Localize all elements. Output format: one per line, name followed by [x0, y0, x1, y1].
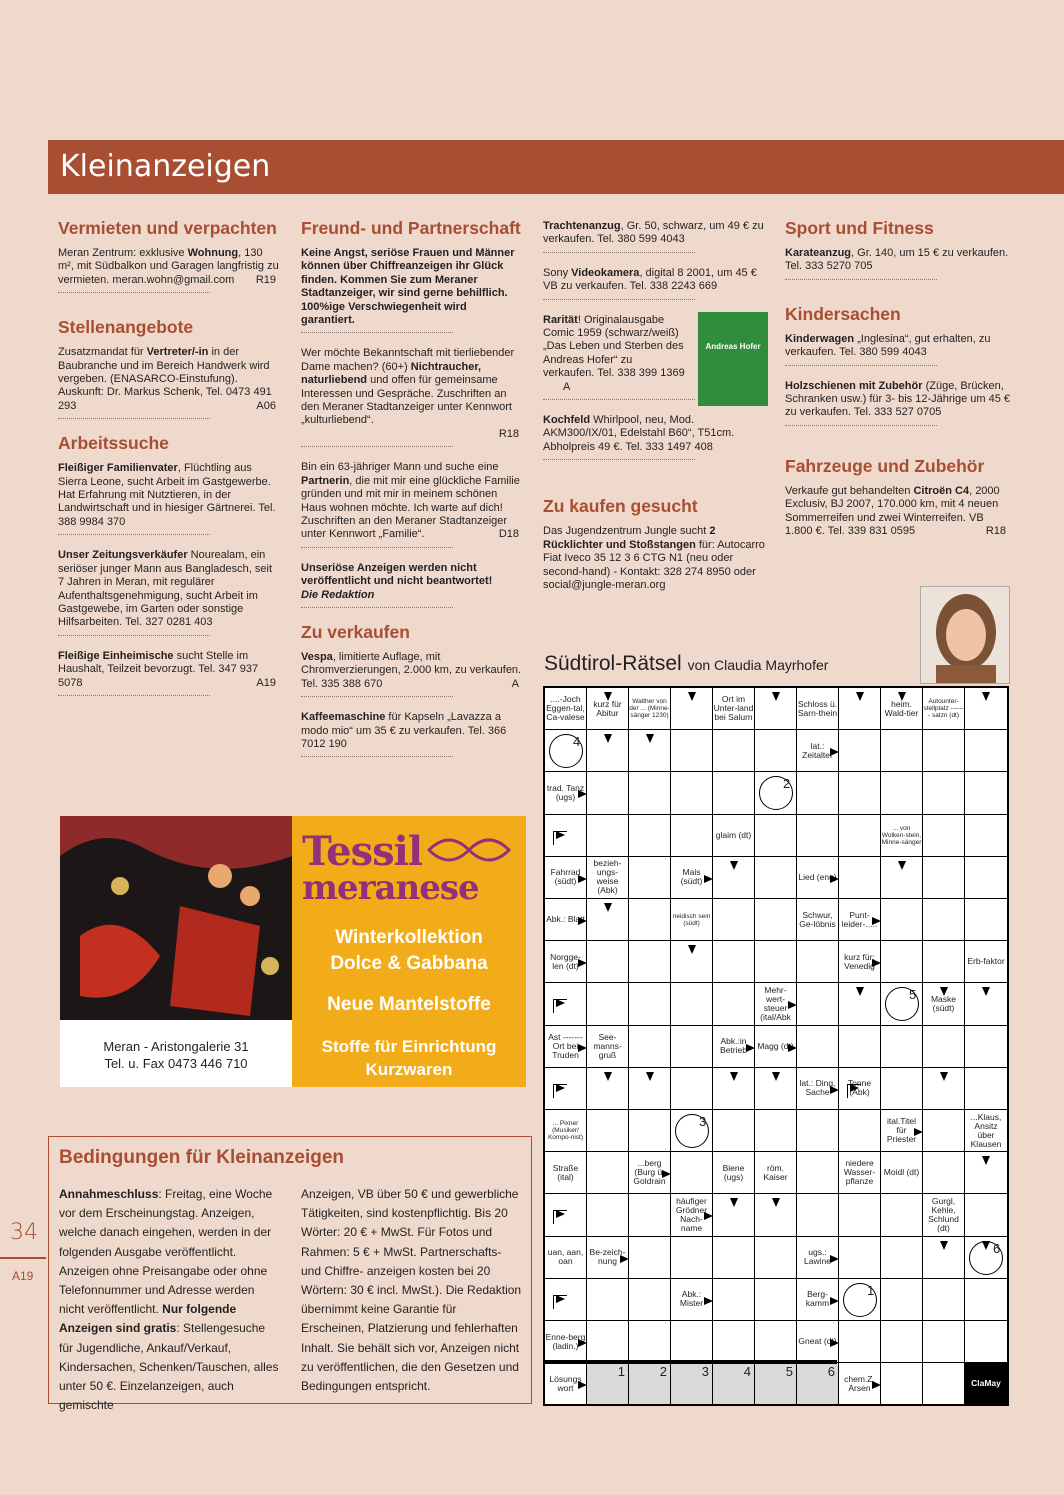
- answer-cell[interactable]: [965, 1194, 1007, 1236]
- clue-cell: neidisch sein (südt): [671, 899, 713, 941]
- answer-cell[interactable]: [629, 1321, 671, 1363]
- ad-trachtenanzug: Trachtenanzug, Gr. 50, schwarz, um 49 € zu verkaufen. Tel. 380 599 4043: [543, 220, 765, 253]
- clue-cell: heim. Wald-tier: [881, 688, 923, 730]
- heading-stellen: Stellenangebote: [58, 317, 194, 338]
- answer-cell[interactable]: [923, 772, 965, 814]
- ad-chiffre-info: Keine Angst, seriöse Frauen und Männer können über Chiffreanzeigen ihr Glück finden. Kommen Sie zum Meraner Stadtanzeiger, wir sind gerne behilflich. 100%ige Verschwiegenheit wird garantiert.: [301, 247, 523, 333]
- answer-cell[interactable]: [587, 1363, 629, 1405]
- solution-number: 4: [743, 1364, 751, 1380]
- arrow-down-icon: [688, 692, 696, 701]
- ad-zeitungsverkaeufer: Unser Zeitungsverkäufer Nourealam, ein seriöser junger Mann aus Bangladesch, seit 7 Jahren in Meran, mit regulärer Aufenthaltsgenehmigung, sucht Arbeit im Gastgewebe, im Garten oder sonstige Hilfsarbeiten. Tel. 327 0281 403: [58, 549, 280, 635]
- heading-verkaufen: Zu verkaufen: [301, 621, 410, 642]
- answer-cell[interactable]: [965, 1068, 1007, 1110]
- answer-cell[interactable]: [671, 1321, 713, 1363]
- arrow-right-icon: [872, 1381, 881, 1389]
- arrow-down-icon: [982, 987, 990, 996]
- arrow-right-icon: [830, 1086, 839, 1094]
- answer-cell[interactable]: [881, 1237, 923, 1279]
- clue-cell: ....-Joch Eggen-tal, Ca-valese: [545, 688, 587, 730]
- solution-separator: [545, 1360, 837, 1364]
- answer-cell[interactable]: [629, 941, 671, 983]
- clue-cell: Ast ------- Ort bei Truden: [545, 1026, 587, 1068]
- author-photo: [920, 586, 1010, 684]
- answer-cell[interactable]: [713, 730, 755, 772]
- answer-cell[interactable]: [797, 983, 839, 1025]
- clue-cell: Biene (ugs): [713, 1152, 755, 1194]
- answer-cell[interactable]: [713, 1110, 755, 1152]
- offer-winterkollektion: Winterkollektion: [335, 927, 483, 948]
- answer-cell[interactable]: [587, 772, 629, 814]
- arrow-down-icon: [856, 987, 864, 996]
- clue-cell: Lösungs wort: [545, 1363, 587, 1405]
- ad-redaktion-note: Unseriöse Anzeigen werden nicht veröffentlicht und nicht beantwortet! Die Redaktion: [301, 562, 523, 608]
- clue-cell: ... Pixner (Musiker/ Kompo-nist): [545, 1110, 587, 1152]
- answer-cell[interactable]: [713, 1279, 755, 1321]
- heading-fahrzeuge: Fahrzeuge und Zubehör: [785, 455, 985, 476]
- start-flag-icon: [553, 1295, 567, 1309]
- arrow-down-icon: [604, 734, 612, 743]
- arrow-down-icon: [730, 1198, 738, 1207]
- heading-kaufen: Zu kaufen gesucht: [543, 496, 698, 517]
- ad-videokamera: Sony Videokamera, digital 8 2001, um 45 € VB zu verkaufen. Tel. 338 2243 669: [543, 267, 765, 300]
- answer-cell[interactable]: [965, 1026, 1007, 1068]
- column-3: [543, 220, 765, 592]
- portrait-illustration: [921, 587, 1010, 684]
- arrow-down-icon: [940, 1072, 948, 1081]
- solution-index: 6: [993, 1240, 1001, 1256]
- answer-cell[interactable]: [755, 899, 797, 941]
- clue-cell: Schloss ü. Sarn-thein: [797, 688, 839, 730]
- answer-cell[interactable]: [797, 1110, 839, 1152]
- answer-cell[interactable]: [629, 1279, 671, 1321]
- clue-cell: Norgge-len (dt): [545, 941, 587, 983]
- clue-cell: chem.Z. Arsen: [839, 1363, 881, 1405]
- answer-cell[interactable]: [839, 815, 881, 857]
- clue-cell: niedere Wasser-pflanze: [839, 1152, 881, 1194]
- solution-number: 5: [785, 1364, 793, 1380]
- arrow-down-icon: [646, 1072, 654, 1081]
- heading-kinder: Kindersachen: [785, 303, 901, 324]
- answer-cell[interactable]: [713, 899, 755, 941]
- clue-cell: Abk.: Mister: [671, 1279, 713, 1321]
- answer-cell[interactable]: [713, 1363, 755, 1405]
- heading-freund: Freund- und Partnerschaft: [301, 218, 521, 238]
- answer-cell[interactable]: [881, 1068, 923, 1110]
- answer-cell[interactable]: [755, 941, 797, 983]
- answer-cell[interactable]: [629, 772, 671, 814]
- ad-citroen: Verkaufe gut behandelten Citroën C4, 2000 Exclusiv, BJ 2007, 170.000 km, mit 4 neuen Sommerreifen und zwei Winterreifen. VB 1.800 €. Tel. 339 831 0595 R18: [785, 484, 1006, 538]
- arrow-down-icon: [604, 1072, 612, 1081]
- clue-cell: Fahrrad (südt): [545, 857, 587, 899]
- clue-cell: Be-zeich-nung: [587, 1237, 629, 1279]
- answer-cell[interactable]: [839, 857, 881, 899]
- answer-cell[interactable]: [587, 1152, 629, 1194]
- answer-cell[interactable]: [797, 772, 839, 814]
- bedingungen-col-1: Annahmeschluss: Freitag, eine Woche vor dem Erscheinungstag. Anzeigen, welche danach eingehen, werden in der folgenden Ausgabe veröffentlicht. Anzeigen ohne Preisangabe oder ohne Telefonnummer und Adresse werden nicht veröffentlicht. Nur folgende Anzeigen sind gratis: Stellengesuche für Jugendliche, Ankauf/Verkauf, Kindersachen, Schenken/Tauschen, alles unter 50 €. Einzelanzeigen, auch gemischte: [59, 1187, 279, 1413]
- tessil-panel: [292, 816, 526, 1087]
- arrow-down-icon: [730, 1072, 738, 1081]
- start-flag-icon: [553, 1084, 567, 1098]
- arrow-down-icon: [898, 692, 906, 701]
- answer-cell[interactable]: [923, 941, 965, 983]
- clue-cell: kurz für: Venedig: [839, 941, 881, 983]
- arrow-down-icon: [898, 861, 906, 870]
- answer-cell[interactable]: [965, 1279, 1007, 1321]
- answer-cell[interactable]: [881, 730, 923, 772]
- answer-cell[interactable]: [671, 1237, 713, 1279]
- arrow-down-icon: [940, 987, 948, 996]
- ad-kochfeld: Kochfeld Whirlpool, neu, Mod. AKM300/IX/01, Edelstahl B60“, T51cm. Abholpreis 49 €. Tel. 333 1497 408: [543, 414, 765, 460]
- clue-cell: uan, aan, oan: [545, 1237, 587, 1279]
- answer-cell[interactable]: [881, 1279, 923, 1321]
- clue-cell: Moidl (dt): [881, 1152, 923, 1194]
- answer-cell[interactable]: [881, 1321, 923, 1363]
- clue-cell: Mais (südt): [671, 857, 713, 899]
- answer-cell[interactable]: [881, 1363, 923, 1405]
- answer-cell[interactable]: [923, 857, 965, 899]
- answer-cell[interactable]: [671, 1363, 713, 1405]
- arrow-right-icon: [662, 1170, 671, 1178]
- answer-cell[interactable]: [713, 941, 755, 983]
- section-banner: Kleinanzeigen: [48, 140, 1064, 194]
- arrow-right-icon: [788, 1044, 797, 1052]
- answer-cell[interactable]: [881, 1194, 923, 1236]
- clue-cell: lat.: Zeitalter: [797, 730, 839, 772]
- page-divider: [0, 1257, 46, 1259]
- answer-cell[interactable]: [629, 1237, 671, 1279]
- start-flag-icon: [553, 999, 567, 1013]
- answer-cell[interactable]: [713, 1237, 755, 1279]
- answer-cell[interactable]: [755, 730, 797, 772]
- heading-sport: Sport und Fitness: [785, 218, 934, 238]
- clue-cell: Enne-berg (ladin.): [545, 1321, 587, 1363]
- offer-mantelstoffe: Neue Mantelstoffe: [327, 994, 491, 1015]
- ad-karateanzug: Karateanzug, Gr. 140, um 15 € zu verkaufen. Tel. 333 5270 705: [785, 247, 1010, 280]
- ad-tierliebend: Wer möchte Bekanntschaft mit tierliebender Dame machen? (60+) Nichtraucher, naturliebend und offen für gemeinsame Interessen und Gespräche. Zuschriften an den Meraner Stadtanzeiger unter Kennwort „kulturliebend“. R18: [301, 347, 523, 447]
- answer-cell[interactable]: [629, 1026, 671, 1068]
- arrow-down-icon: [772, 692, 780, 701]
- arrow-right-icon: [830, 1297, 839, 1305]
- answer-cell[interactable]: [587, 1110, 629, 1152]
- start-flag-icon: [553, 831, 567, 845]
- clue-cell: ...Klaus, Ansitz über Klausen: [965, 1110, 1007, 1152]
- answer-cell[interactable]: [923, 730, 965, 772]
- answer-cell[interactable]: [755, 1321, 797, 1363]
- answer-cell[interactable]: [629, 815, 671, 857]
- clue-cell: Magg (dt): [755, 1026, 797, 1068]
- answer-cell[interactable]: [839, 1237, 881, 1279]
- clue-cell: Berg-kamm: [797, 1279, 839, 1321]
- fabric-photo: [60, 816, 292, 1020]
- answer-cell[interactable]: [797, 1363, 839, 1405]
- clue-cell: Ort im Unter-land bei Salurn: [713, 688, 755, 730]
- answer-cell[interactable]: [629, 1110, 671, 1152]
- ad-holzschienen: Holzschienen mit Zubehör (Züge, Brücken, Schranken usw.) für 3- bis 12-Jährige um 45 € zu verkaufen. Tel. 333 527 0705: [785, 380, 1010, 426]
- answer-cell[interactable]: [629, 1363, 671, 1405]
- answer-cell[interactable]: [587, 815, 629, 857]
- arrow-down-icon: [940, 1241, 948, 1250]
- arrow-down-icon: [772, 1072, 780, 1081]
- clue-cell: Schwur, Ge-löbnis: [797, 899, 839, 941]
- arrow-right-icon: [578, 959, 587, 967]
- solution-index: 1: [867, 1282, 875, 1298]
- arrow-down-icon: [856, 692, 864, 701]
- clue-cell: häufiger Grödner Nach-name: [671, 1194, 713, 1236]
- clue-cell: Autounter-stellplatz ------- satzn (dt): [923, 688, 965, 730]
- arrow-right-icon: [704, 875, 713, 883]
- clue-cell: Mehr-wert-steuer (ital/Abk: [755, 983, 797, 1025]
- answer-cell[interactable]: [713, 1321, 755, 1363]
- answer-cell[interactable]: [923, 1279, 965, 1321]
- ad-kaffeemaschine: Kaffeemaschine für Kapseln „Lavazza a modo mio“ um 35 € zu verkaufen. Tel. 366 7012 190: [301, 711, 523, 757]
- answer-cell[interactable]: [839, 1194, 881, 1236]
- arrow-right-icon: [704, 1212, 713, 1220]
- clue-cell: Gneat (dt): [797, 1321, 839, 1363]
- arrow-down-icon: [982, 1241, 990, 1250]
- ad-vertreter: Zusatzmandat für Vertreter/-in in der Baubranche und im Bereich Handwerk wird vergeben. (ENASARCO-Einstufung). Auskunft: Dr. Markus Schenk, Tel. 0473 491 293 A06: [58, 346, 280, 419]
- clue-cell: Tonne (Abk): [839, 1068, 881, 1110]
- heading-arbeit: Arbeitssuche: [58, 433, 169, 454]
- solution-number: 6: [827, 1364, 835, 1380]
- answer-cell[interactable]: [671, 772, 713, 814]
- arrow-right-icon: [872, 917, 881, 925]
- answer-cell[interactable]: [797, 1152, 839, 1194]
- answer-cell[interactable]: [923, 899, 965, 941]
- arrow-right-icon: [578, 1044, 587, 1052]
- arrow-down-icon: [688, 945, 696, 954]
- answer-cell[interactable]: [881, 1026, 923, 1068]
- clue-cell: Abk.: Blatt: [545, 899, 587, 941]
- arrow-down-icon: [982, 692, 990, 701]
- ad-kinderwagen: Kinderwagen „Inglesina“, gut erhalten, zu verkaufen. Tel. 380 599 4043: [785, 333, 1010, 366]
- answer-cell[interactable]: [923, 1152, 965, 1194]
- clue-cell: Gurgl, Kehle, Schlund (dt): [923, 1194, 965, 1236]
- arrow-down-icon: [730, 861, 738, 870]
- clue-cell: ital.Titel für Priester: [881, 1110, 923, 1152]
- arrow-down-icon: [604, 903, 612, 912]
- arrow-right-icon: [830, 875, 839, 883]
- ad-jungle: Das Jugendzentrum Jungle sucht 2 Rücklichter und Stoßstangen für: Autocarro Fiat Iveco 35 12 3 6 CTG N1 (neu oder second-hand) - Kontakt: 328 274 8950 oder social@jungle-meran.org: [543, 525, 765, 591]
- answer-cell[interactable]: [881, 899, 923, 941]
- answer-cell[interactable]: [587, 1279, 629, 1321]
- column-2: [301, 218, 523, 757]
- answer-cell[interactable]: [755, 1110, 797, 1152]
- clue-cell: Abk.:in Betrieb: [713, 1026, 755, 1068]
- arrow-right-icon: [578, 917, 587, 925]
- page-number: 34: [10, 1220, 38, 1245]
- answer-cell[interactable]: [881, 941, 923, 983]
- answer-cell[interactable]: [671, 1026, 713, 1068]
- clue-cell: ugs.: Lawine: [797, 1237, 839, 1279]
- answer-cell[interactable]: [755, 815, 797, 857]
- arrow-down-icon: [646, 734, 654, 743]
- arrow-down-icon: [772, 1198, 780, 1207]
- answer-cell[interactable]: [797, 941, 839, 983]
- answer-cell[interactable]: [629, 1194, 671, 1236]
- answer-cell[interactable]: [755, 1279, 797, 1321]
- answer-cell[interactable]: [671, 815, 713, 857]
- answer-cell[interactable]: [839, 1110, 881, 1152]
- column-4: [785, 218, 1010, 538]
- arrow-right-icon: [830, 748, 839, 756]
- answer-cell[interactable]: [713, 983, 755, 1025]
- answer-cell[interactable]: [587, 983, 629, 1025]
- clue-cell: Maske (südt): [923, 983, 965, 1025]
- offer-einrichtung: Stoffe für Einrichtung: [321, 1037, 497, 1056]
- crossword-grid[interactable]: [543, 686, 1009, 1406]
- clue-cell: glaim (dt): [713, 815, 755, 857]
- solution-index: 3: [699, 1114, 707, 1129]
- arrow-right-icon: [788, 1001, 797, 1009]
- answer-cell[interactable]: [923, 1110, 965, 1152]
- arrow-right-icon: [914, 1128, 923, 1136]
- answer-cell[interactable]: [839, 730, 881, 772]
- start-flag-icon: [553, 1210, 567, 1224]
- clue-cell: ...berg (Burg ü. Goldrain: [629, 1152, 671, 1194]
- arrow-right-icon: [578, 875, 587, 883]
- offer-kurzwaren: Kurzwaren: [365, 1060, 453, 1079]
- start-flag-icon: [847, 1084, 861, 1098]
- clue-cell: Erb-faktor: [965, 941, 1007, 983]
- offer-dolce: Dolce & Gabbana: [330, 953, 488, 974]
- tessil-logo: Tessil meranese: [292, 816, 526, 916]
- answer-cell[interactable]: [587, 941, 629, 983]
- answer-cell[interactable]: [629, 857, 671, 899]
- answer-cell[interactable]: [965, 857, 1007, 899]
- answer-cell[interactable]: [797, 1194, 839, 1236]
- answer-cell[interactable]: [965, 730, 1007, 772]
- clue-cell: lat.: Ding, Sache: [797, 1068, 839, 1110]
- answer-cell[interactable]: [839, 772, 881, 814]
- clue-cell: bezieh-ungs-weise (Abk): [587, 857, 629, 899]
- ad-vespa: Vespa, limitierte Auflage, mit Chromverzierungen, 2.000 km, zu verkaufen. Tel. 335 388 670 A: [301, 651, 523, 697]
- answer-cell[interactable]: [671, 983, 713, 1025]
- solution-number: 1: [617, 1364, 625, 1380]
- answer-cell[interactable]: [839, 1026, 881, 1068]
- clue-cell: Walther von der ... (Minne-sänger 1230): [629, 688, 671, 730]
- solution-number: 2: [659, 1364, 667, 1380]
- answer-cell[interactable]: [587, 1321, 629, 1363]
- arrow-right-icon: [620, 1255, 629, 1263]
- clue-cell: Punt-leider-.....: [839, 899, 881, 941]
- tessil-meranese-ad[interactable]: [60, 816, 526, 1087]
- arrow-right-icon: [578, 1381, 587, 1389]
- ad-partnerin: Bin ein 63-jähriger Mann und suche eine Partnerin, die mit mir eine glückliche Familie gründen und mit mir in meinem schönen Haus wohnen möchte. Ich warte auf dich! Zuschriften an den Meraner Stadtanzeiger unter Kennwort „Familie“. D18: [301, 461, 523, 547]
- answer-cell[interactable]: [797, 815, 839, 857]
- clue-cell: röm. Kaiser: [755, 1152, 797, 1194]
- solution-index: 2: [783, 776, 791, 792]
- clue-cell: Lied (eng): [797, 857, 839, 899]
- page-code: A19: [12, 1269, 34, 1283]
- bedingungen-title: Bedingungen für Kleinanzeigen: [59, 1147, 345, 1168]
- answer-cell[interactable]: [923, 1363, 965, 1405]
- bedingungen-col-2: Anzeigen, VB über 50 € und gewerbliche Tätigkeiten, sind kostenpflichtig. Bis 20 Wörter: 20 € + MwSt. Für Fotos und Rahmen: 5 € + MwSt. Partnerschafts- und Chiffre- anzeigen kosten bei 20 Wörtern: 30 € incl. MwSt.). Die Redaktion übernimmt keine Garantie für Erscheinen, Platzierung und fehlerhaften Inhalt. Sie behält sich vor, Anzeigen nicht zu veröffentlichen, die den Gesetzen und Bedingungen entspricht.: [301, 1187, 522, 1394]
- ad-wohnung: Meran Zentrum: exklusive Wohnung, 130 m², mit Südbalkon und Garagen langfristig zu vermieten. meran.wohn@gmail.com R19: [58, 247, 280, 293]
- solution-index: 4: [573, 734, 581, 750]
- solution-index: 5: [909, 987, 917, 1003]
- ad-familienvater: Fleißiger Familienvater, Flüchtling aus Sierra Leone, sucht Arbeit im Gastgewerbe. Hat Erfahrung mit Nutztieren, in der Landwirtschaft und in hiesiger Gärtnerei. Tel. 388 9984 370: [58, 462, 280, 535]
- answer-cell[interactable]: [923, 1321, 965, 1363]
- answer-cell[interactable]: [755, 857, 797, 899]
- clue-cell: ... von Wolken-stein, Minne-sänger: [881, 815, 923, 857]
- answer-cell[interactable]: [671, 1068, 713, 1110]
- comic-cover-image: Andreas Hofer: [698, 312, 768, 406]
- arrow-right-icon: [704, 1297, 713, 1305]
- answer-cell[interactable]: [965, 899, 1007, 941]
- answer-cell[interactable]: [629, 983, 671, 1025]
- arrow-right-icon: [746, 1044, 755, 1052]
- answer-cell[interactable]: [587, 1194, 629, 1236]
- ad-raritaet: Rarität! Originalausgabe Comic 1959 (schwarz/weiß) „Das Leben und Sterben des Andreas Hofer“ zu verkaufen. Tel. 338 399 1369 A: [543, 314, 765, 400]
- answer-cell[interactable]: [965, 1321, 1007, 1363]
- arrow-right-icon: [830, 1255, 839, 1263]
- answer-cell[interactable]: [713, 772, 755, 814]
- answer-cell[interactable]: [671, 1152, 713, 1194]
- ad-einheimische: Fleißige Einheimische sucht Stelle im Haushalt, Teilzeit bevorzugt. Tel. 347 937 5078 A19: [58, 650, 280, 696]
- clue-cell: Straße (ital): [545, 1152, 587, 1194]
- answer-cell[interactable]: [965, 772, 1007, 814]
- heading-vermieten: Vermieten und verpachten: [58, 218, 277, 238]
- clue-cell: trad. Tanz (ugs): [545, 772, 587, 814]
- answer-cell[interactable]: [755, 1237, 797, 1279]
- arrow-right-icon: [578, 1339, 587, 1347]
- answer-cell[interactable]: [629, 899, 671, 941]
- answer-cell[interactable]: [755, 1363, 797, 1405]
- arrow-right-icon: [830, 1339, 839, 1347]
- answer-cell[interactable]: [881, 772, 923, 814]
- answer-cell[interactable]: [965, 815, 1007, 857]
- answer-cell[interactable]: [839, 1321, 881, 1363]
- column-1: [58, 218, 280, 710]
- answer-cell[interactable]: [923, 1026, 965, 1068]
- answer-cell[interactable]: [923, 815, 965, 857]
- arrow-down-icon: [982, 1156, 990, 1165]
- clue-cell: kurz für Abitur: [587, 688, 629, 730]
- answer-cell[interactable]: [671, 730, 713, 772]
- fabric-illustration: [60, 816, 292, 1020]
- bedingungen-box: [48, 1136, 532, 1413]
- solution-number: 3: [701, 1364, 709, 1380]
- arrow-right-icon: [872, 959, 881, 967]
- puzzle-title: Südtirol-Rätsel von Claudia Mayrhofer: [544, 652, 829, 675]
- clamay-brand: ClaMay: [965, 1363, 1007, 1405]
- answer-cell[interactable]: [797, 1026, 839, 1068]
- shop-address: Meran - Aristongalerie 31 Tel. u. Fax 0473 446 710: [60, 1020, 292, 1087]
- arrow-down-icon: [604, 692, 612, 701]
- clue-cell: See-manns-gruß: [587, 1026, 629, 1068]
- arrow-right-icon: [578, 790, 587, 798]
- ornament-icon: [424, 830, 514, 870]
